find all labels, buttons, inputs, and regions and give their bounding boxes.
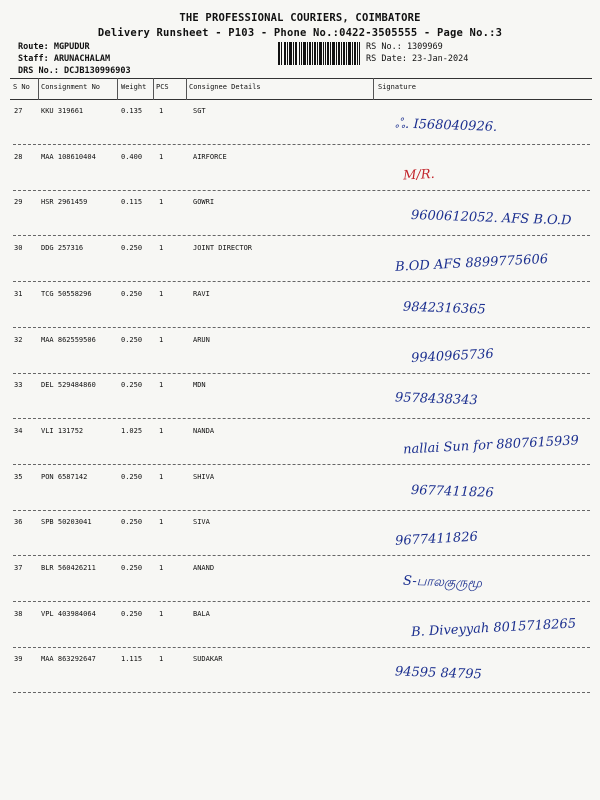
row-pcs: 1 xyxy=(159,289,164,298)
handwritten-signature xyxy=(350,374,600,419)
row-weight: 0.250 xyxy=(121,518,143,527)
row-consignee: MDN xyxy=(193,381,206,390)
row-consignee: ANAND xyxy=(193,564,215,572)
signature-text: M/R. xyxy=(402,166,436,184)
row-sno: 37 xyxy=(14,564,23,572)
handwritten-signature xyxy=(350,603,600,648)
column-divider xyxy=(153,78,154,100)
row-weight: 0.115 xyxy=(121,198,143,207)
row-weight: 0.250 xyxy=(121,609,143,618)
row-weight: 0.250 xyxy=(121,335,143,344)
signature-text: nallai Sun for 8807615939 xyxy=(402,433,580,458)
col-header-signature: Signature xyxy=(378,83,416,91)
handwritten-signature xyxy=(350,191,600,236)
row-weight: 0.250 xyxy=(121,472,143,481)
row-consignee: SHIVA xyxy=(193,472,215,481)
col-header-sno: S No xyxy=(13,83,30,91)
row-sno: 29 xyxy=(14,198,23,207)
row-sno: 34 xyxy=(14,426,23,435)
column-divider xyxy=(117,78,118,100)
row-weight: 0.250 xyxy=(121,244,143,253)
row-sno: 35 xyxy=(14,472,23,481)
signature-text: B. Diveyyah 8015718265 xyxy=(410,616,577,640)
row-consignment-no: KKU 319661 xyxy=(41,107,84,115)
signature-text: 9940965736 xyxy=(410,346,495,366)
row-sno: 28 xyxy=(14,152,23,161)
row-consignment-no: VLI 131752 xyxy=(41,426,84,435)
row-weight: 0.250 xyxy=(121,289,143,298)
staff-label: Staff: ARUNACHALAM xyxy=(18,54,111,64)
row-sno: 38 xyxy=(14,609,23,618)
row-consignment-no: DDG 257316 xyxy=(41,244,84,253)
row-consignee: NANDA xyxy=(193,426,215,435)
signature-text: 9600612052. AFS B.O.D xyxy=(410,208,572,229)
row-weight: 1.025 xyxy=(121,426,143,435)
rs-number: RS No.: 1309969 xyxy=(366,42,443,52)
row-pcs: 1 xyxy=(159,335,164,344)
company-title: THE PROFESSIONAL COURIERS, COIMBATORE xyxy=(179,12,421,24)
row-consignee: JOINT DIRECTOR xyxy=(193,244,253,253)
handwritten-signature xyxy=(350,146,600,191)
col-header-weight: Weight xyxy=(121,83,147,91)
barcode xyxy=(278,42,360,65)
row-weight: 0.250 xyxy=(121,381,143,390)
row-consignee: SGT xyxy=(193,107,206,115)
handwritten-signature xyxy=(350,237,600,282)
row-weight: 0.135 xyxy=(121,107,143,115)
row-pcs: 1 xyxy=(159,472,164,481)
handwritten-signature xyxy=(350,283,600,328)
row-pcs: 1 xyxy=(159,244,164,253)
row-consignment-no: BLR 560426211 xyxy=(41,564,96,572)
row-pcs: 1 xyxy=(159,381,164,390)
row-weight: 0.400 xyxy=(121,152,143,161)
row-sno: 30 xyxy=(14,244,23,253)
signature-text: 9578438343 xyxy=(394,390,478,409)
row-consignment-no: DEL 529484860 xyxy=(41,381,96,390)
row-pcs: 1 xyxy=(159,564,164,572)
rs-date: RS Date: 23-Jan-2024 xyxy=(366,54,469,64)
row-consignee: BALA xyxy=(193,609,210,618)
handwritten-signature xyxy=(350,420,600,465)
row-pcs: 1 xyxy=(159,152,164,161)
row-sno: 36 xyxy=(14,518,23,527)
row-consignee: RAVI xyxy=(193,289,210,298)
row-consignee: AIRFORCE xyxy=(193,152,227,161)
runsheet-subtitle: Delivery Runsheet - P103 - Phone No.:0422-3505555 - Page No.:3 xyxy=(97,27,503,39)
col-header-consignment: Consignment No xyxy=(41,83,101,91)
handwritten-signature xyxy=(350,648,600,693)
signature-text: 9842316365 xyxy=(402,299,486,318)
signature-text: 9677411826 xyxy=(394,529,479,550)
route-label: Route: MGPUDUR xyxy=(18,42,90,52)
row-sno: 31 xyxy=(14,289,23,298)
row-consignee: ARUN xyxy=(193,335,210,344)
row-pcs: 1 xyxy=(159,426,164,435)
row-consignment-no: TCG 50558296 xyxy=(41,289,92,298)
row-consignment-no: SPB 50203041 xyxy=(41,518,92,527)
col-header-pcs: PCS xyxy=(156,83,169,91)
row-sno: 33 xyxy=(14,381,23,390)
row-sno: 39 xyxy=(14,655,23,664)
handwritten-signature xyxy=(350,511,600,556)
signature-text: ஃ. I568040926. xyxy=(394,116,498,135)
row-pcs: 1 xyxy=(159,107,164,115)
row-pcs: 1 xyxy=(159,198,164,207)
row-consignment-no: MAA 863292647 xyxy=(41,655,96,664)
row-pcs: 1 xyxy=(159,518,164,527)
row-consignment-no: VPL 403984064 xyxy=(41,609,96,618)
column-divider xyxy=(186,78,187,100)
row-weight: 0.250 xyxy=(121,564,143,572)
handwritten-signature xyxy=(350,100,600,145)
col-header-consignee: Consignee Details xyxy=(189,83,261,91)
signature-text: S-பாலகுருமூ xyxy=(402,573,483,592)
column-divider xyxy=(38,78,39,100)
row-weight: 1.115 xyxy=(121,655,143,664)
row-consignee: SUDAKAR xyxy=(193,655,223,664)
signature-text: 94595 84795 xyxy=(394,664,483,683)
row-pcs: 1 xyxy=(159,609,164,618)
row-consignee: SIVA xyxy=(193,518,210,527)
row-sno: 32 xyxy=(14,335,23,344)
handwritten-signature xyxy=(350,466,600,511)
handwritten-signature xyxy=(350,329,600,374)
drs-number: DRS No.: DCJB130996903 xyxy=(18,66,131,76)
column-divider xyxy=(373,78,374,100)
row-pcs: 1 xyxy=(159,655,164,664)
row-sno: 27 xyxy=(14,107,23,115)
row-consignee: GOWRI xyxy=(193,198,215,207)
signature-text: 9677411826 xyxy=(410,482,494,501)
handwritten-signature xyxy=(350,557,600,602)
row-consignment-no: HSR 2961459 xyxy=(41,198,88,207)
row-consignment-no: PON 6587142 xyxy=(41,472,88,481)
row-consignment-no: MAA 862559506 xyxy=(41,335,96,344)
table-top-border xyxy=(10,78,592,79)
signature-text: B.OD AFS 8899775606 xyxy=(394,252,549,276)
row-consignment-no: MAA 108610404 xyxy=(41,152,96,161)
